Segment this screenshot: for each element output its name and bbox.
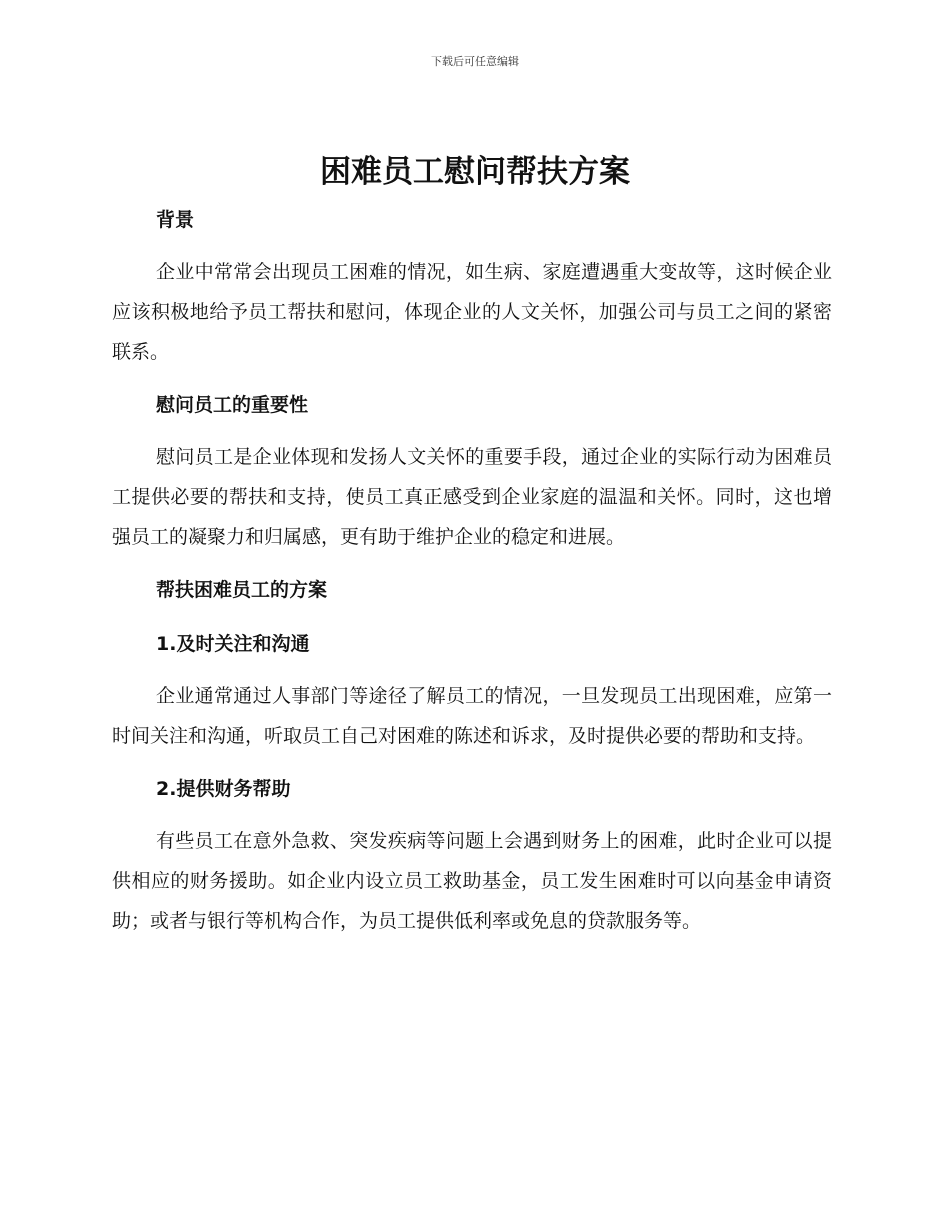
paragraph-financial-help: 有些员工在意外急救、突发疾病等问题上会遇到财务上的困难，此时企业可以提供相应的财务援助。如企业内设立员工救助基金，员工发生困难时可以向基金申请资助；或者与银行等机构合作，为员工提供低利率或免息的贷款服务等。 xyxy=(112,830,832,932)
section-heading-financial-help: 2.提供财务帮助 xyxy=(156,778,291,800)
document-title: 困难员工慰问帮扶方案 xyxy=(320,154,630,190)
section-heading-background: 背景 xyxy=(156,209,195,231)
page-header: 下载后可任意编辑 xyxy=(431,55,519,68)
section-heading-plan: 帮扶困难员工的方案 xyxy=(156,579,328,601)
section-heading-communication: 1.及时关注和沟通 xyxy=(156,633,310,655)
document-body xyxy=(112,198,832,941)
paragraph-communication: 企业通常通过人事部门等途径了解员工的情况，一旦发现员工出现困难，应第一时间关注和沟通，听取员工自己对困难的陈述和诉求，及时提供必要的帮助和支持。 xyxy=(112,685,832,747)
paragraph-background: 企业中常常会出现员工困难的情况，如生病、家庭遭遇重大变故等，这时候企业应该积极地给予员工帮扶和慰问，体现企业的人文关怀，加强公司与员工之间的紧密联系。 xyxy=(112,261,832,363)
section-heading-importance: 慰问员工的重要性 xyxy=(156,394,309,416)
paragraph-importance: 慰问员工是企业体现和发扬人文关怀的重要手段，通过企业的实际行动为困难员工提供必要的帮扶和支持，使员工真正感受到企业家庭的温温和关怀。同时，这也增强员工的凝聚力和归属感，更有助于维护企业的稳定和进展。 xyxy=(112,446,832,548)
